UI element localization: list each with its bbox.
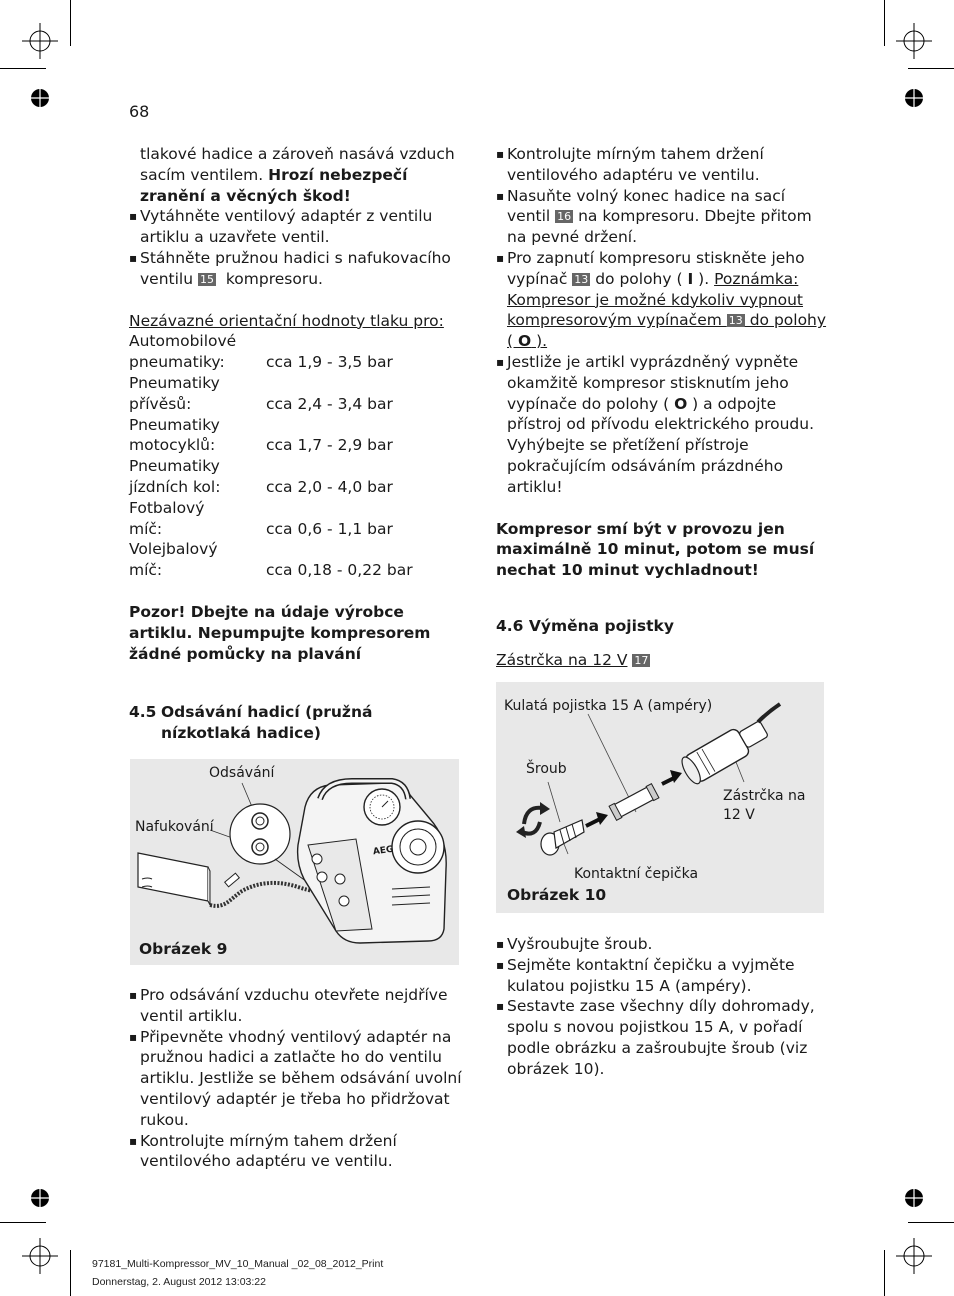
crop-line	[884, 1250, 885, 1296]
list-item: ▪ Sestavte zase všechny díly dohromady, spolu s novou pojistkou 15 A, v pořadí podle obrázku a zašroubujte šroub (viz obrázek 10).	[496, 996, 828, 1079]
crop-line	[908, 68, 954, 69]
section-heading-4-5	[129, 702, 459, 744]
figure-caption: Obrázek 10	[507, 886, 607, 904]
right-column-bottom	[496, 934, 828, 1080]
crop-line	[0, 68, 46, 69]
pressure-row: Pneumatiky motocyklů: cca 1,7 - 2,9 bar	[129, 415, 393, 455]
list-item: ▪ Nasuňte volný konec hadice na sací ventil 16 na kompresoru. Dbejte přitom na pevné držení.	[496, 186, 828, 248]
registration-dot-left-bottom	[28, 1186, 52, 1210]
compressor-illustration	[130, 759, 459, 965]
list-item: ▪ Stáhněte pružnou hadici s nafukovacího ventilu 15 kompresoru.	[129, 248, 459, 290]
plug-label: Zástrčka na 12 V 17	[496, 651, 649, 669]
page-number: 68	[129, 102, 150, 121]
registration-dot-right-top	[902, 86, 926, 110]
list-item: ▪ Sejměte kontaktní čepičku a vyjměte kulatou pojistku 15 A (ampéry).	[496, 955, 828, 997]
figure-10	[496, 682, 824, 913]
crop-line	[0, 1222, 46, 1223]
bullet-list-1	[129, 206, 459, 289]
registration-dot-left-top	[28, 86, 52, 110]
danger-warning: Hrozí nebezpečí zranění a věcných škod!	[140, 165, 408, 205]
crop-line	[70, 1250, 71, 1296]
note-underlined: Poznámka: Kompresor je možné kdykoliv vypnout kompresorovým vypínačem 13 do polohy ( O ).	[507, 269, 827, 351]
part-number-badge: 15	[199, 272, 214, 286]
pressure-row: Fotbalový míč: cca 0,6 - 1,1 bar	[129, 498, 393, 538]
brand-logo: AEG	[372, 844, 395, 858]
operating-time-note: Kompresor smí být v provozu jen maximálně 10 minut, potom se musí nechat 10 minut vychladnout!	[496, 519, 815, 580]
registration-mark-bottom-left	[22, 1238, 58, 1274]
list-item: ▪ Vytáhněte ventilový adaptér z ventilu artiklu a uzavřete ventil.	[129, 206, 459, 248]
figure-caption: Obrázek 9	[139, 940, 228, 958]
left-column	[129, 144, 459, 664]
pressure-row: Automobilové pneumatiky: cca 1,9 - 3,5 bar	[129, 332, 393, 372]
continuation-paragraph	[129, 144, 459, 206]
figure-9	[130, 759, 459, 965]
section-title: Odsávání hadicí (pružná nízkotlaká hadice)	[161, 703, 373, 742]
part-number-badge: 16	[557, 210, 572, 224]
list-item: ▪ Kontrolujte mírným tahem držení ventilového adaptéru ve ventilu.	[496, 144, 828, 186]
section-number: 4.5	[129, 703, 157, 721]
list-item: ▪ Pro zapnutí kompresoru stiskněte jeho vypínač 13 do polohy ( I ). Poznámka: Kompresor je možné kdykoliv vypnout kompresorovým vypínačem 13 do polohy ( O ).	[496, 248, 828, 352]
list-item: ▪ Jestliže je artikl vyprázdněný vypněte okamžitě kompresor stisknutím jeho vypínače do polohy ( O ) a odpojte přístroj od přívodu elektrického proudu. Vyhýbejte se přetížení přístroje pokračujícím odsáváním prázdného artiklu!	[496, 352, 828, 498]
pressure-row: Volejbalový míč: cca 0,18 - 0,22 bar	[129, 540, 413, 580]
crop-line	[70, 0, 71, 46]
bullet-list-right	[496, 144, 828, 498]
label-suction: Odsávání	[209, 765, 275, 781]
bullet-list-3	[129, 985, 463, 1172]
label-fuse: Kulatá pojistka 15 A (ampéry)	[504, 698, 713, 714]
print-footer	[92, 1255, 383, 1291]
part-number-badge: 17	[634, 654, 649, 667]
label-screw: Šroub	[526, 761, 567, 777]
list-item: ▪ Připevněte vhodný ventilový adaptér na pružnou hadici a zatlačte ho do ventilu artiklu. Jestliže se během odsávání uvolní ventilový adaptér je třeba ho přidržovat rukou.	[129, 1027, 463, 1131]
footer-timestamp: Donnerstag, 2. August 2012 13:03:22	[92, 1276, 266, 1288]
warning-paragraph: Pozor! Dbejte na údaje výrobce artiklu. Nepumpujte kompresorem žádné pomůcky na plavání	[129, 602, 431, 663]
bullet-list-end	[496, 934, 828, 1080]
label-plug: Zástrčka na 12 V	[723, 788, 806, 823]
pressure-row: Pneumatiky přívěsů: cca 2,4 - 3,4 bar	[129, 373, 393, 413]
pressure-heading: Nezávazné orientační hodnoty tlaku pro:	[129, 311, 444, 330]
left-column-bottom	[129, 985, 463, 1172]
registration-mark-top-right	[896, 23, 932, 59]
section-heading-4-6: 4.6 Výměna pojistky	[496, 617, 674, 635]
crop-line	[884, 0, 885, 46]
right-column	[496, 144, 828, 581]
list-item: ▪ Kontrolujte mírným tahem držení ventilového adaptéru ve ventilu.	[129, 1131, 463, 1173]
list-item: ▪ Pro odsávání vzduchu otevřete nejdříve ventil artiklu.	[129, 985, 463, 1027]
registration-dot-right-bottom	[902, 1186, 926, 1210]
label-contact-cap: Kontaktní čepička	[574, 866, 699, 882]
part-number-badge: 13	[728, 314, 743, 328]
label-inflate: Nafukování	[135, 819, 214, 835]
registration-mark-top-left	[22, 23, 58, 59]
registration-mark-bottom-right	[896, 1238, 932, 1274]
pressure-row: Pneumatiky jízdních kol: cca 2,0 - 4,0 bar	[129, 457, 393, 496]
continuation-text: tlakové hadice a zároveň nasává vzduch sacím ventilem.	[140, 145, 455, 184]
list-item: ▪ Vyšroubujte šroub.	[496, 934, 828, 955]
pressure-table	[129, 331, 459, 581]
footer-filename: 97181_Multi-Kompressor_MV_10_Manual _02_08_2012_Print	[92, 1258, 384, 1270]
crop-line	[908, 1222, 954, 1223]
part-number-badge: 13	[574, 272, 589, 286]
